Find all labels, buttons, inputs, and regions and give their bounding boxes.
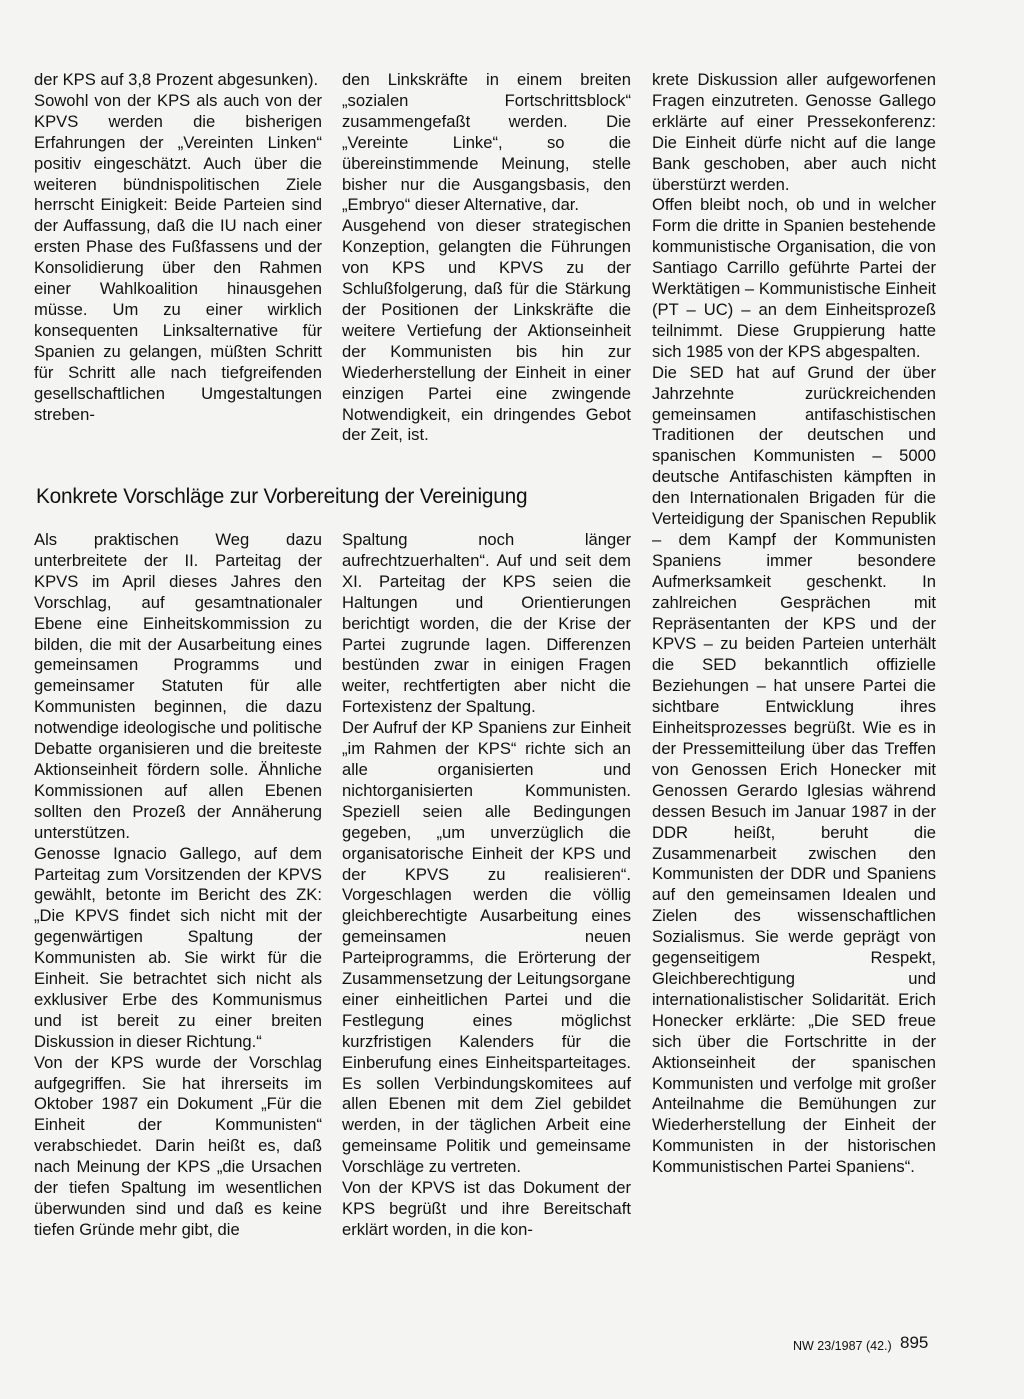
paragraph: Ausgehend von dieser strategischen Konzeption, gelangten die Führungen von KPS und KPVS zu der Schlußfolgerung, daß für die Stärkung der Positionen der Linkskräfte die weitere Vertiefung der Aktionseinheit der Kommunisten bis hin zur Wiederherstellung der Einheit in einer einzigen Partei eine zwingende Notwendigkeit, ein dringendes Gebot der Zeit, ist. [342,216,631,445]
right-column [652,70,936,1178]
issue-reference: NW 23/1987 (42.) [793,1339,892,1353]
paragraph: der KPS auf 3,8 Prozent abgesunken). [34,70,319,89]
paragraph: Offen bleibt noch, ob und in welcher Form die dritte in Spanien bestehende kommunistische Organisation, die von Santiago Carrillo geführte Partei der Werktätigen – Kommunistische Einheit (PT – UC) – an dem Einheitsprozeß teilnimmt. Diese Gruppierung hatte sich 1985 von der KPS abgespalten. [652,195,936,361]
page-number: 895 [900,1333,929,1352]
paragraph: Die SED hat auf Grund der über Jahrzehnte zurückreichenden gemeinsamen antifaschistischen Traditionen der deutschen und spanischen Kommunisten – 5000 deutsche Antifaschisten kämpften in den Internationalen Brigaden für die Verteidigung der Spanischen Republik – dem Kampf der Kommunisten Spaniens immer besondere Aufmerksamkeit geschenkt. In zahlreichen Gesprächen mit Repräsentanten der KPS und der KPVS – zu beiden Parteien unterhält die SED bekanntlich offizielle Beziehungen – hat unsere Partei die sichtbare Entwicklung ihres Einheitsprozesses begrüßt. Wie es in der Pressemitteilung über das Treffen von Genossen Erich Honecker mit Genossen Gerardo Iglesias während dessen Besuch im Januar 1987 in der DDR heißt, beruht die Zusammenarbeit zwischen den Kommunisten der DDR und Spaniens auf den gemeinsamen Idealen und Zielen des wissenschaftlichen Sozialismus. Sie werde geprägt von gegenseitigem Respekt, Gleichberechtigung und internationalistischer Solidarität. Erich Honecker erklärte: „Die SED freue sich über die Fortschritte in der Aktionseinheit der spanischen Kommunisten und verfolge mit großer Anteilnahme die Bemühungen zur Wiederherstellung der Einheit der Kommunisten in der historischen Kommunistischen Partei Spaniens“. [652,362,936,1177]
paragraph: Sowohl von der KPS als auch von der KPVS werden die bisherigen Erfahrungen der „Vereinten Linken“ positiv eingeschätzt. Auch über die weiteren bündnispolitischen Ziele herrscht Einigkeit: Beide Parteien sind der Auffassung, daß die IU nach einer ersten Phase des Fußfassens und der Konsolidierung über den Rahmen einer Wahlkoalition hinausgehen müsse. Um zu einer wirklich konsequenten Linksalternative für Spanien zu gelangen, müßten Schritt für Schritt alle nach tiefgreifenden gesellschaftlichen Umgestaltungen streben- [34,90,322,424]
paragraph: krete Diskussion aller aufgeworfenen Fragen einzutreten. Genosse Gallego erklärte auf einer Pressekonferenz: Die Einheit dürfe nicht auf die lange Bank geschoben, aber auch nicht überstürzt werden. [652,70,936,194]
paragraph: den Linkskräfte in einem breiten „sozialen Fortschrittsblock“ zusammengefaßt werden. Die „Vereinte Linke“, so die übereinstimmende Meinung, stelle bisher nur die Ausgangsbasis, den „Embryo“ dieser Alternative, dar. [342,70,631,215]
bottom-column-1 [34,530,322,1241]
paragraph: Von der KPS wurde der Vorschlag aufgegriffen. Sie hat ihrerseits im Oktober 1987 ein Dokument „Für die Einheit der Kommunisten“ verabschiedet. Darin heißt es, daß nach Meinung der KPS „die Ursachen der tiefen Spaltung im wesentlichen überwunden sind und daß es keine tiefen Gründe mehr gibt, die [34,1052,322,1239]
paragraph: Von der KPVS ist das Dokument der KPS begrüßt und ihre Bereitschaft erklärt worden, in die kon- [342,1178,631,1239]
section-heading: Konkrete Vorschläge zur Vorbereitung der Vereinigung [36,485,528,508]
paragraph: Genosse Ignacio Gallego, auf dem Parteitag zum Vorsitzenden der KPVS gewählt, betonte im Bericht des ZK: „Die KPVS findet sich nicht mit der gegenwärtigen Spaltung der Kommunisten ab. Sie wirkt für die Einheit. Sie betrachtet sich nicht als exklusiver Erbe des Kommunismus und ist bereit zu einer breiten Diskussion in dieser Richtung.“ [34,843,322,1051]
paragraph: Als praktischen Weg dazu unterbreitete der II. Parteitag der KPVS im April dieses Jahres den Vorschlag, auf gesamtnationaler Ebene eine Einheitskommission zu bilden, die mit der Ausarbeitung eines gemeinsamen Programms und gemeinsamer Statuten für alle Kommunisten beginnen, die dazu notwendige ideologische und politische Debatte organisieren und die breiteste Aktionseinheit fördern solle. Ähnliche Kommissionen auf allen Ebenen sollten den Prozeß der Annäherung unterstützen. [34,530,322,842]
paragraph: Spaltung noch länger aufrechtzuerhalten“. Auf und seit dem XI. Parteitag der KPS seien die Haltungen und Orientierungen berichtigt worden, die der Krise der Partei zugrunde lagen. Differenzen bestünden zwar in einigen Fragen weiter, rechtfertigten aber nicht die Fortexistenz der Spaltung. [342,530,631,717]
paragraph: Der Aufruf der KP Spaniens zur Einheit „im Rahmen der KPS“ richte sich an alle organisierten und nichtorganisierten Kommunisten. Speziell seien alle Bedingungen gegeben, „um unverzüglich die organisatorische Einheit der KPS und der KPVS zu realisieren“. Vorgeschlagen werden die völlig gleichberechtigte Ausarbeitung eines gemeinsamen neuen Parteiprogramms, die Erörterung der Zusammensetzung der Leitungsorgane einer einheitlichen Partei und die Festlegung eines möglichst kurzfristigen Kalenders für die Einberufung eines Einheitsparteitages. Es sollen Verbindungskomitees auf allen Ebenen mit dem Ziel gebildet werden, in der täglichen Arbeit eine gemeinsame Politik und gemeinsame Vorschläge zu vertreten. [342,718,631,1177]
bottom-column-2 [342,530,631,1241]
top-column-2 [342,70,631,446]
top-column-1 [34,70,322,425]
